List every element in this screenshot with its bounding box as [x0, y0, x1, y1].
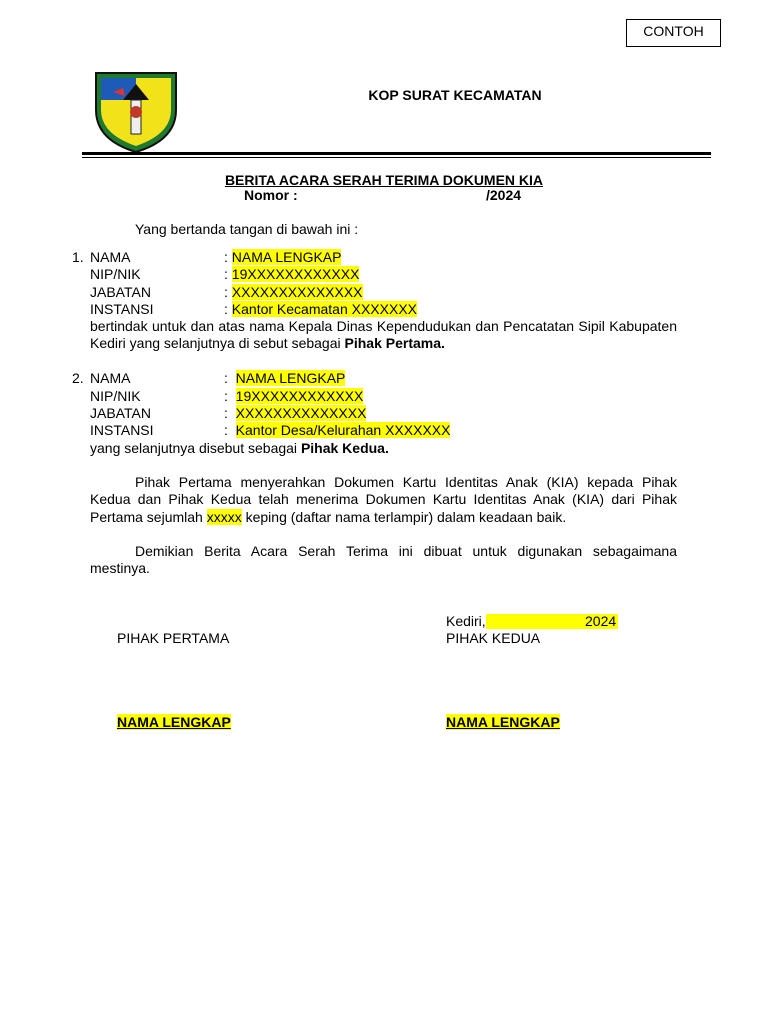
- party2-number: 2.: [72, 370, 84, 386]
- party2-jabatan-row: : XXXXXXXXXXXXXX: [224, 405, 367, 421]
- party1-jabatan-value: XXXXXXXXXXXXXX: [231, 284, 363, 300]
- party2-nama-value: NAMA LENGKAP: [235, 370, 346, 386]
- party1-instansi-row: : Kantor Kecamatan XXXXXXX: [224, 301, 417, 317]
- party1-nama-row: : NAMA LENGKAP: [224, 249, 342, 265]
- party2-instansi-row: : Kantor Desa/Kelurahan XXXXXXX: [224, 422, 451, 438]
- left-party-label: PIHAK PERTAMA: [117, 630, 230, 646]
- contoh-stamp: CONTOH: [626, 19, 721, 47]
- right-signatory-name: NAMA LENGKAP: [446, 714, 560, 730]
- letterhead-rule-thick: [82, 152, 711, 155]
- party2-jabatan-value: XXXXXXXXXXXXXX: [235, 405, 367, 421]
- party1-label-nip: NIP/NIK: [90, 266, 141, 282]
- party1-label-jabatan: JABATAN: [90, 284, 151, 300]
- quantity-value: xxxxx: [206, 508, 242, 525]
- handover-paragraph: Pihak Pertama menyerahkan Dokumen Kartu Identitas Anak (KIA) kepada Pihak Kedua dan Pihak Kedua telah menerima Dokumen Kartu Identitas Anak (KIA) dari Pihak Pertama sejumlah xxxxx keping (daftar nama terlampir) dalam keadaan baik.: [90, 474, 677, 525]
- nomor-label: Nomor :: [244, 187, 298, 203]
- party2-label-nama: NAMA: [90, 370, 131, 386]
- party1-description: bertindak untuk dan atas nama Kepala Dinas Kependudukan dan Pencatatan Sipil Kabupaten Kediri yang selanjutnya di sebut sebagai Pihak Pertama.: [90, 318, 677, 352]
- document-title: BERITA ACARA SERAH TERIMA DOKUMEN KIA: [224, 172, 544, 188]
- party2-nama-row: : NAMA LENGKAP: [224, 370, 346, 386]
- nomor-year: /2024: [486, 187, 522, 203]
- signature-place: Kediri,: [446, 613, 486, 629]
- signature-year: 2024: [585, 613, 617, 629]
- party1-label-instansi: INSTANSI: [90, 301, 154, 317]
- party1-jabatan-row: : XXXXXXXXXXXXXX: [224, 284, 363, 300]
- closing-paragraph: Demikian Berita Acara Serah Terima ini dibuat untuk digunakan sebagaimana mestinya.: [90, 543, 677, 577]
- party2-nip-row: : 19XXXXXXXXXXXX: [224, 388, 364, 404]
- party1-nip-row: : 19XXXXXXXXXXXX: [224, 266, 360, 282]
- party2-label-jabatan: JABATAN: [90, 405, 151, 421]
- letterhead-title: KOP SURAT KECAMATAN: [368, 87, 542, 103]
- party2-instansi-value: Kantor Desa/Kelurahan XXXXXXX: [235, 422, 451, 438]
- party2-nip-value: 19XXXXXXXXXXXX: [235, 388, 364, 404]
- left-signatory-name: NAMA LENGKAP: [117, 714, 231, 730]
- party1-label-nama: NAMA: [90, 249, 131, 265]
- party2-description: yang selanjutnya disebut sebagai Pihak Kedua.: [90, 440, 389, 456]
- party1-instansi-value: Kantor Kecamatan XXXXXXX: [231, 301, 417, 317]
- regency-coat-of-arms-icon: [93, 70, 179, 154]
- right-party-label: PIHAK KEDUA: [446, 630, 541, 646]
- party1-nip-value: 19XXXXXXXXXXXX: [231, 266, 360, 282]
- letterhead-rule-thin: [82, 157, 711, 158]
- party1-number: 1.: [72, 249, 84, 265]
- party2-label-nip: NIP/NIK: [90, 388, 141, 404]
- left-signatory: [117, 714, 231, 730]
- right-signatory: [446, 714, 560, 730]
- intro-text: Yang bertanda tangan di bawah ini :: [135, 221, 359, 237]
- party1-nama-value: NAMA LENGKAP: [231, 249, 342, 265]
- party2-label-instansi: INSTANSI: [90, 422, 154, 438]
